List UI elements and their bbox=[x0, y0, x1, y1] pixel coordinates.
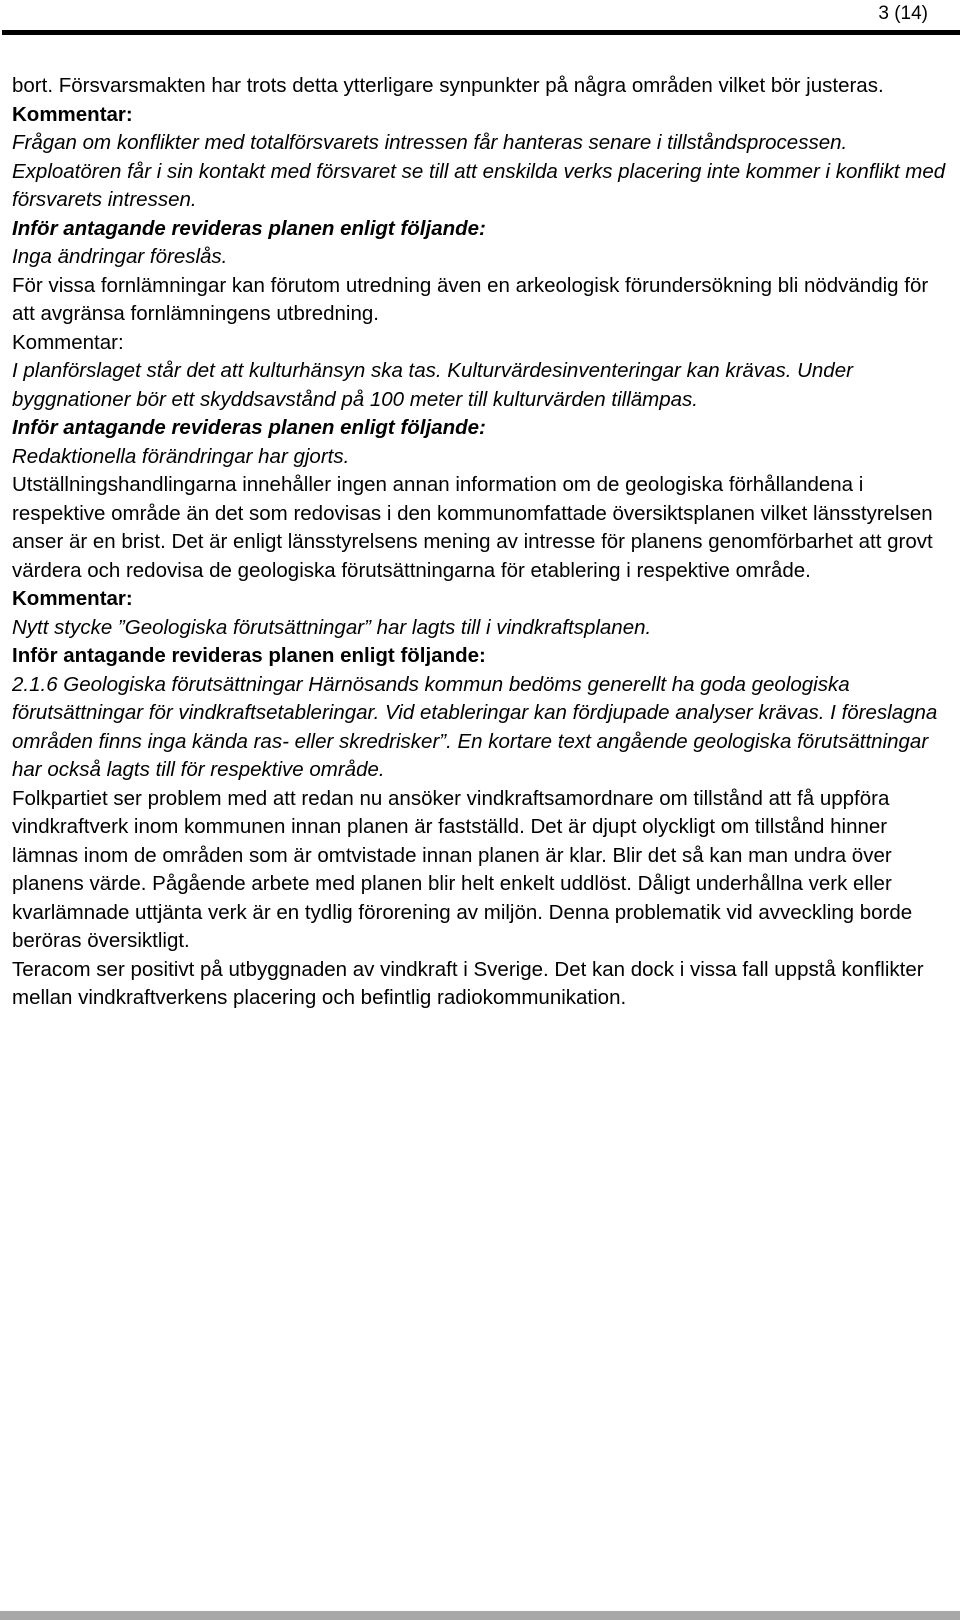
comment-heading: Kommentar: bbox=[12, 102, 133, 126]
comment-text: I planförslaget står det att kulturhänsyn ska tas. Kulturvärdesinventeringar kan krävas. Under byggnationer bör ett skyddsavstånd på 100 meter till kulturvärden tillämpas. bbox=[12, 359, 853, 411]
page-number: 3 (14) bbox=[878, 3, 928, 24]
body-paragraph: Utställningshandlingarna innehåller ingen annan information om de geologiska förhållandena i respektive område än det som redovisas i den kommunomfattade översiktsplanen vilket länsstyrelsen anser är en brist. Det är enligt länsstyrelsens mening av intresse för planens genomförbarhet att grovt värdera och redovisa de geologiska förutsättningarna för etablering i respektive område. bbox=[12, 473, 933, 582]
body-paragraph: För vissa fornlämningar kan förutom utredning även en arkeologisk förundersökning bli nödvändig för att avgränsa fornlämningens utbredning. bbox=[12, 273, 929, 325]
revision-text: Inga ändringar föreslås. bbox=[12, 245, 228, 268]
revision-text: 2.1.6 Geologiska förutsättningar Härnösands kommun bedöms generellt ha goda geologiska förutsättningar för vindkraftsetableringar. Vid etableringar kan fördjupade analyser krävas. I föreslagna områden finns inga kända ras- eller skredrisker”. En kortare text angående geologiska förutsättningar har också lagts till för respektive område. bbox=[12, 672, 938, 781]
revision-text: Redaktionella förändringar har gjorts. bbox=[12, 444, 350, 468]
header-rule bbox=[2, 30, 960, 35]
body-paragraph: Teracom ser positivt på utbyggnaden av vindkraft i Sverige. Det kan dock i vissa fall uppstå konflikter mellan vindkraftverkens placering och befintlig radiokommunikation. bbox=[12, 957, 924, 1009]
body-paragraph: Folkpartiet ser problem med att redan nu ansöker vindkraftsamordnare om tillstånd att få uppföra vindkraftverk inom kommunen innan planen är fastställd. Det är djupt olyckligt om tillstånd hinner lämnas inom de områden som är omtvistade innan planen är klar. Blir det så kan man undra över planens värde. Pågående arbete med planen blir helt enkelt uddlöst. Dåligt underhållna verk eller kvarlämnade uttjänta verk är en tydlig förorening av miljön. Denna problematik vid avveckling borde beröras översiktligt. bbox=[12, 786, 913, 952]
revision-heading: Inför antagande revideras planen enligt följande: bbox=[12, 644, 486, 667]
comment-text: Nytt stycke ”Geologiska förutsättningar” har lagts till i vindkraftsplanen. bbox=[12, 615, 652, 639]
body-paragraph: bort. Försvarsmakten har trots detta ytterligare synpunkter på några områden vilket bör justeras. bbox=[12, 74, 884, 97]
revision-heading: Inför antagande revideras planen enligt följande: bbox=[12, 216, 486, 240]
footer-rule bbox=[0, 1611, 960, 1620]
comment-heading: Kommentar: bbox=[12, 330, 124, 354]
document-body bbox=[12, 72, 952, 1013]
comment-text: Frågan om konflikter med totalförsvarets intressen får hanteras senare i tillståndsprocessen. Exploatören får i sin kontakt med försvaret se till att enskilda verks placering inte kommer i konflikt med försvarets intressen. bbox=[12, 131, 946, 211]
revision-heading: Inför antagande revideras planen enligt följande: bbox=[12, 416, 486, 439]
comment-heading: Kommentar: bbox=[12, 587, 133, 610]
